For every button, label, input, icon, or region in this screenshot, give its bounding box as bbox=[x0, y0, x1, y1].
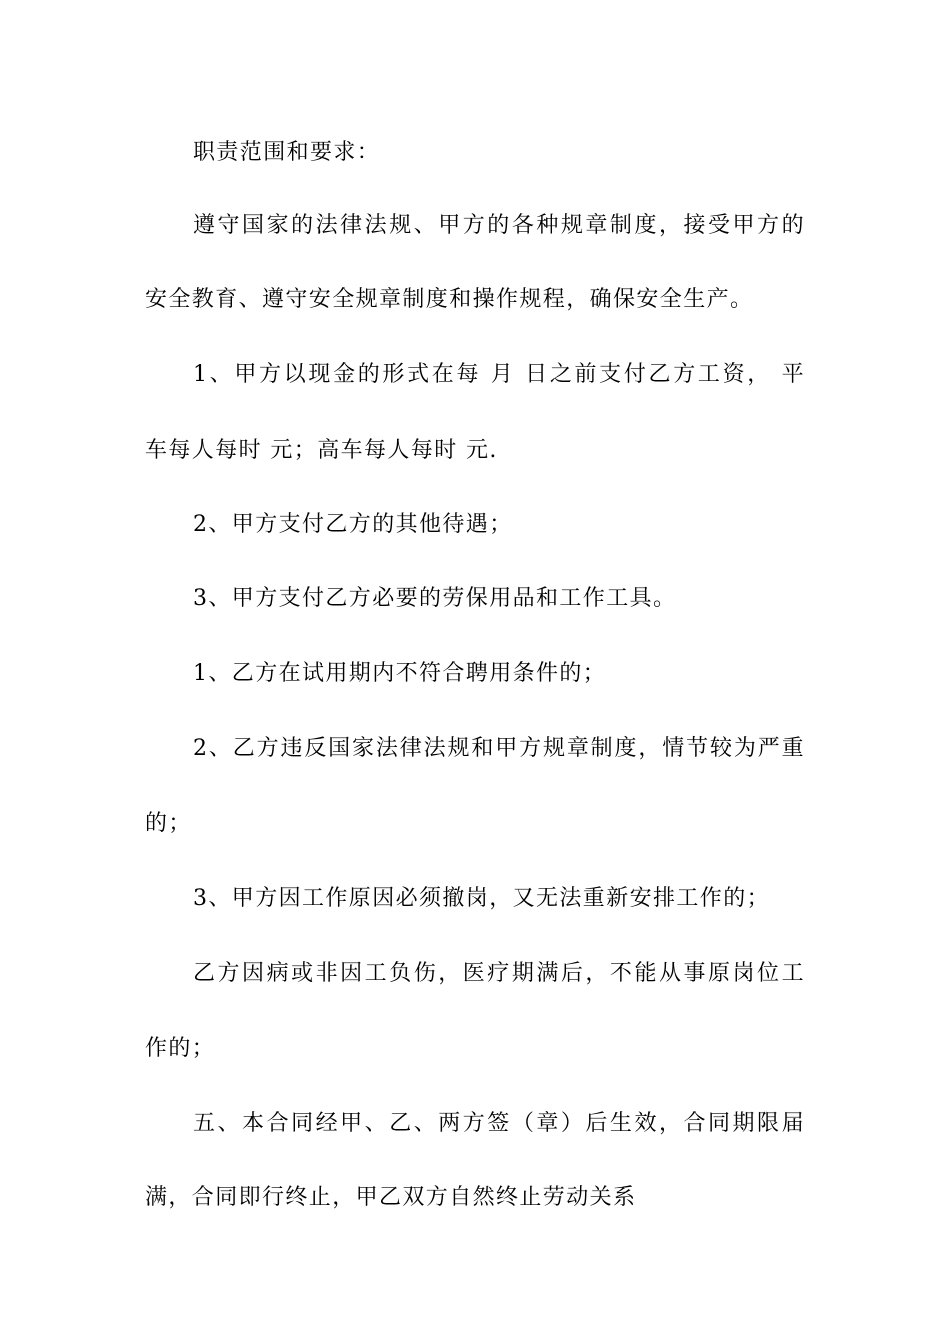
paragraph-line: 1、甲方以现金的形式在每 月 日之前支付乙方工资， 平 bbox=[193, 362, 805, 387]
paragraph-line: 五、本合同经甲、乙、两方签（章）后生效，合同期限届 bbox=[193, 1111, 805, 1136]
paragraph-line: 安全教育、遵守安全规章制度和操作规程，确保安全生产。 bbox=[145, 287, 754, 312]
paragraph-line: 3、甲方支付乙方必要的劳保用品和工作工具。 bbox=[193, 586, 677, 611]
paragraph-line: 乙方因病或非因工负伤，医疗期满后，不能从事原岗位工 bbox=[193, 961, 805, 986]
paragraph-line: 1、乙方在试用期内不符合聘用条件的； bbox=[193, 661, 607, 686]
section-heading: 职责范围和要求： bbox=[193, 140, 381, 165]
paragraph-line: 遵守国家的法律法规、甲方的各种规章制度，接受甲方的 bbox=[193, 213, 805, 238]
paragraph-line: 3、甲方因工作原因必须撤岗，又无法重新安排工作的； bbox=[193, 886, 770, 911]
paragraph-line: 满，合同即行终止，甲乙双方自然终止劳动关系 bbox=[145, 1185, 637, 1210]
paragraph-line: 的； bbox=[145, 811, 192, 836]
paragraph-line: 车每人每时 元；高车每人每时 元. bbox=[145, 438, 498, 463]
paragraph-line: 作的； bbox=[145, 1036, 216, 1061]
paragraph-line: 2、乙方违反国家法律法规和甲方规章制度，情节较为严重 bbox=[193, 736, 805, 761]
paragraph-line: 2、甲方支付乙方的其他待遇； bbox=[193, 512, 513, 537]
